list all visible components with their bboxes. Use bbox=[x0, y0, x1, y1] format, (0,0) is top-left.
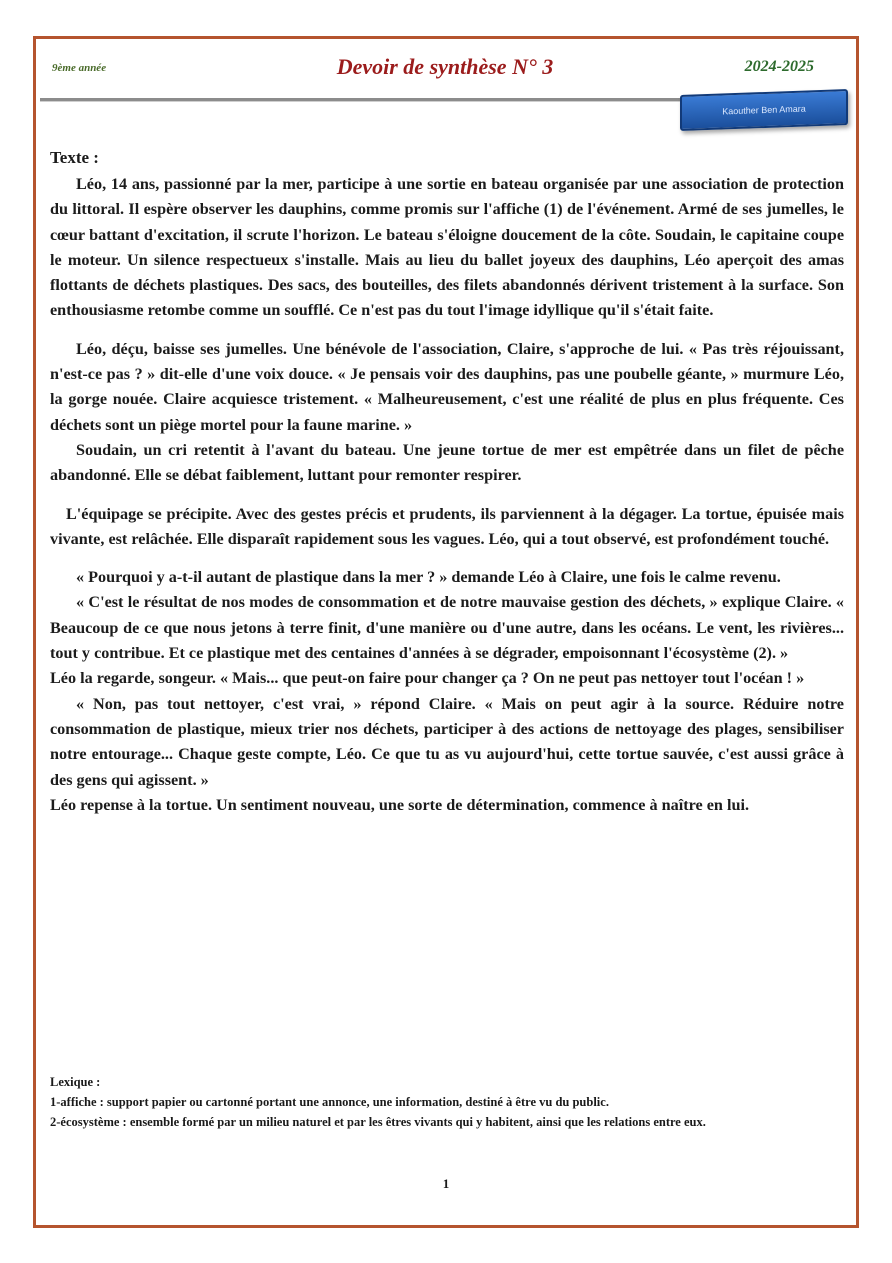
paragraph: « Non, pas tout nettoyer, c'est vrai, » répond Claire. « Mais on peut agir à la source. Réduire notre consommation de plastique, mieux trier nos déchets, participer à des actions de nettoyage des plages, sensibiliser notre entourage... Chaque geste compte, Léo. Ce que tu as vu aujourd'hui, cette tortue sauvée, c'est aussi grâce à des gens qui agissent. » bbox=[50, 694, 844, 789]
class-level: 9ème année bbox=[52, 62, 107, 74]
paragraph: « C'est le résultat de nos modes de consommation et de notre mauvaise gestion des déchets, » explique Claire. « Beaucoup de ce que nous jetons à terre finit, d'une manière ou d'une autre, dans les océans. Le vent, les rivières... tout y contribue. Et ce plastique met des centaines d'années à se dégrader, empoisonnant l'écosystème (2). » bbox=[50, 593, 844, 663]
header-divider bbox=[40, 98, 680, 102]
story-text bbox=[50, 172, 844, 818]
glossary-item: 2-écosystème : ensemble formé par un milieu naturel et par les êtres vivants qui y habitent, ainsi que les relations entre eux. bbox=[50, 1115, 706, 1129]
school-year: 2024-2025 bbox=[744, 58, 814, 75]
document-header bbox=[40, 44, 850, 100]
glossary-title: Lexique : bbox=[50, 1075, 101, 1089]
paragraph: Soudain, un cri retentit à l'avant du bateau. Une jeune tortue de mer est empêtrée dans un filet de pêche abandonné. Elle se débat faiblement, luttant pour remonter respirer. bbox=[50, 440, 844, 485]
page-number: 1 bbox=[442, 1176, 450, 1191]
paragraph: « Pourquoi y a-t-il autant de plastique dans la mer ? » demande Léo à Claire, une fois le calme revenu. bbox=[76, 568, 781, 587]
paragraph: Léo repense à la tortue. Un sentiment nouveau, une sorte de détermination, commence à naître en lui. bbox=[50, 795, 749, 814]
paragraph: Léo, déçu, baisse ses jumelles. Une bénévole de l'association, Claire, s'approche de lui. « Pas très réjouissant, n'est-ce pas ? » dit-elle d'une voix douce. « Je pensais voir des dauphins, pas une poubelle géante, » murmure Léo, la gorge nouée. Claire acquiesce tristement. « Malheureusement, c'est une réalité de plus en plus fréquente. Ces déchets sont un piège mortel pour la faune marine. » bbox=[50, 339, 844, 434]
paragraph: Léo la regarde, songeur. « Mais... que peut-on faire pour changer ça ? On ne peut pas nettoyer tout l'océan ! » bbox=[50, 669, 805, 688]
author-badge: Kaouther Ben Amara bbox=[680, 89, 848, 131]
glossary bbox=[50, 1072, 840, 1132]
paragraph: Léo, 14 ans, passionné par la mer, participe à une sortie en bateau organisée par une association de protection du littoral. Il espère observer les dauphins, comme promis sur l'affiche (1) de l'événement. Armé de ses jumelles, le cœur battant d'excitation, il scrute l'horizon. Le bateau s'éloigne doucement de la côte. Soudain, le capitaine coupe le moteur. Un silence respectueux s'installe. Mais au lieu du ballet joyeux des dauphins, Léo aperçoit des amas flottants de déchets plastiques. Des sacs, des bouteilles, des filets abandonnés dérivent tristement à la surface. Son enthousiasme retombe comme un soufflé. Ce n'est pas du tout l'image idyllique qu'il s'était faite. bbox=[50, 175, 844, 320]
text-heading: Texte : bbox=[50, 148, 99, 167]
paragraph: L'équipage se précipite. Avec des gestes précis et prudents, ils parviennent à la dégager. La tortue, épuisée mais vivante, est relâchée. Elle disparaît rapidement sous les vagues. Léo, qui a tout observé, est profondément touché. bbox=[50, 504, 844, 548]
glossary-item: 1-affiche : support papier ou cartonné portant une annonce, une information, destiné à être vu du public. bbox=[50, 1095, 609, 1109]
document-title: Devoir de synthèse N° 3 bbox=[336, 54, 554, 79]
